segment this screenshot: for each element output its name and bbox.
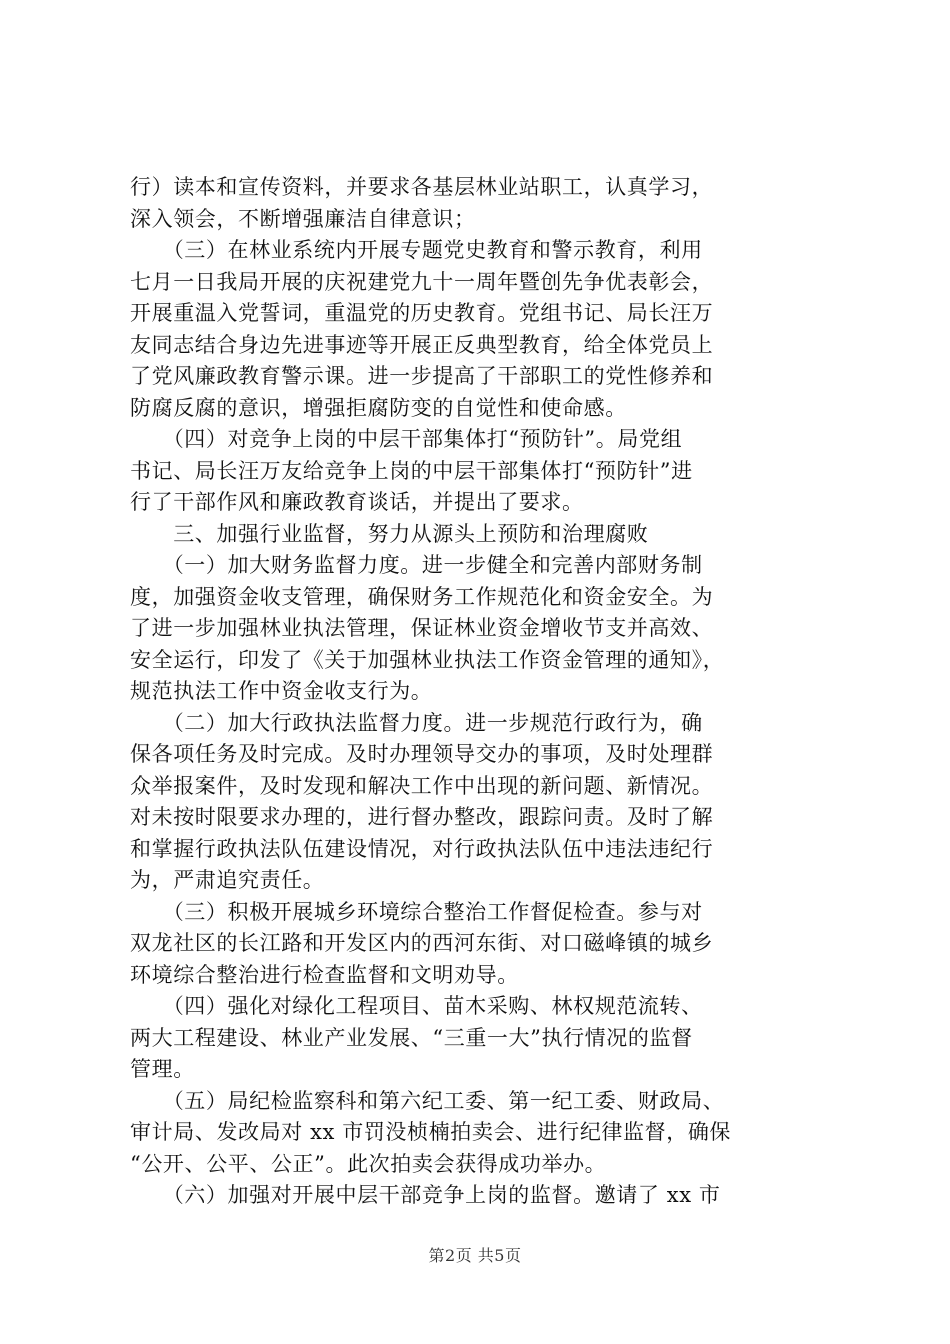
- text-line: （一）加大财务监督力度。进一步健全和完善内部财务制: [130, 553, 703, 577]
- text-line: 开展重温入党誓词，重温党的历史教育。党组书记、局长汪万: [130, 301, 714, 325]
- text-line: 对未按时限要求办理的，进行督办整改，跟踪问责。及时了解: [130, 805, 714, 829]
- text-line: 了进一步加强林业执法管理，保证林业资金增收节支并高效、: [130, 616, 714, 640]
- text-line: （五）局纪检监察科和第六纪工委、第一纪工委、财政局、: [130, 1088, 725, 1113]
- text-line: 行）读本和宣传资料，并要求各基层林业站职工，认真学习，: [130, 175, 714, 199]
- text-line: 两大工程建设、林业产业发展、“三重一大”执行情况的监督: [130, 1025, 693, 1050]
- text-line: 众举报案件，及时发现和解决工作中出现的新问题、新情况。: [130, 773, 714, 798]
- text-line: “公开、公平、公正”。此次拍卖会获得成功举办。: [130, 1151, 607, 1176]
- text-line: （三）在林业系统内开展专题党史教育和警示教育，利用: [130, 238, 703, 262]
- text-line: 安全运行，印发了《关于加强林业执法工作资金管理的通知》，: [130, 647, 725, 672]
- text-line: 书记、局长汪万友给竞争上岗的中层干部集体打“预防针”进: [130, 458, 693, 483]
- text-line: 友同志结合身边先进事迹等开展正反典型教育，给全体党员上: [130, 332, 714, 357]
- text-line: 审计局、发改局对 xx 市罚没桢楠拍卖会、进行纪律监督，确保: [130, 1120, 732, 1144]
- text-line: 环境综合整治进行检查监督和文明劝导。: [130, 962, 519, 987]
- text-line: 为，严肃追究责任。: [130, 868, 325, 892]
- text-line: 度，加强资金收支管理，确保财务工作规范化和资金安全。为: [130, 584, 714, 609]
- text-line: 和掌握行政执法队伍建设情况，对行政执法队伍中违法违纪行: [130, 836, 714, 861]
- text-line: 深入领会，不断增强廉洁自律意识；: [130, 206, 476, 231]
- document-body: [130, 172, 830, 1212]
- text-line: 规范执法工作中资金收支行为。: [130, 679, 433, 703]
- text-line: 管理。: [130, 1057, 195, 1081]
- text-line: 七月一日我局开展的庆祝建党九十一周年暨创先争优表彰会，: [130, 269, 714, 294]
- text-line: 保各项任务及时完成。及时办理领导交办的事项，及时处理群: [130, 742, 714, 766]
- text-line: （六）加强对开展中层干部竞争上岗的监督。邀请了 xx 市: [130, 1183, 721, 1207]
- text-line: （四）对竞争上岗的中层干部集体打“预防针”。局党组: [130, 427, 683, 451]
- text-line: （三）积极开展城乡环境综合整治工作督促检查。参与对: [130, 899, 703, 924]
- text-line: 行了干部作风和廉政教育谈话，并提出了要求。: [130, 490, 584, 514]
- text-line: 防腐反腐的意识，增强拒腐防变的自觉性和使命感。: [130, 395, 627, 420]
- section-heading: 三、加强行业监督，努力从源头上预防和治理腐败: [130, 521, 649, 546]
- text-line: 了党风廉政教育警示课。进一步提高了干部职工的党性修养和: [130, 364, 714, 388]
- text-line: （四）强化对绿化工程项目、苗木采购、林权规范流转、: [130, 994, 703, 1018]
- text-line: （二）加大行政执法监督力度。进一步规范行政行为，确: [130, 710, 703, 735]
- text-line: 双龙社区的长江路和开发区内的西河东街、对口磁峰镇的城乡: [130, 931, 714, 955]
- page-number-footer: 第2页 共5页: [428, 1246, 522, 1265]
